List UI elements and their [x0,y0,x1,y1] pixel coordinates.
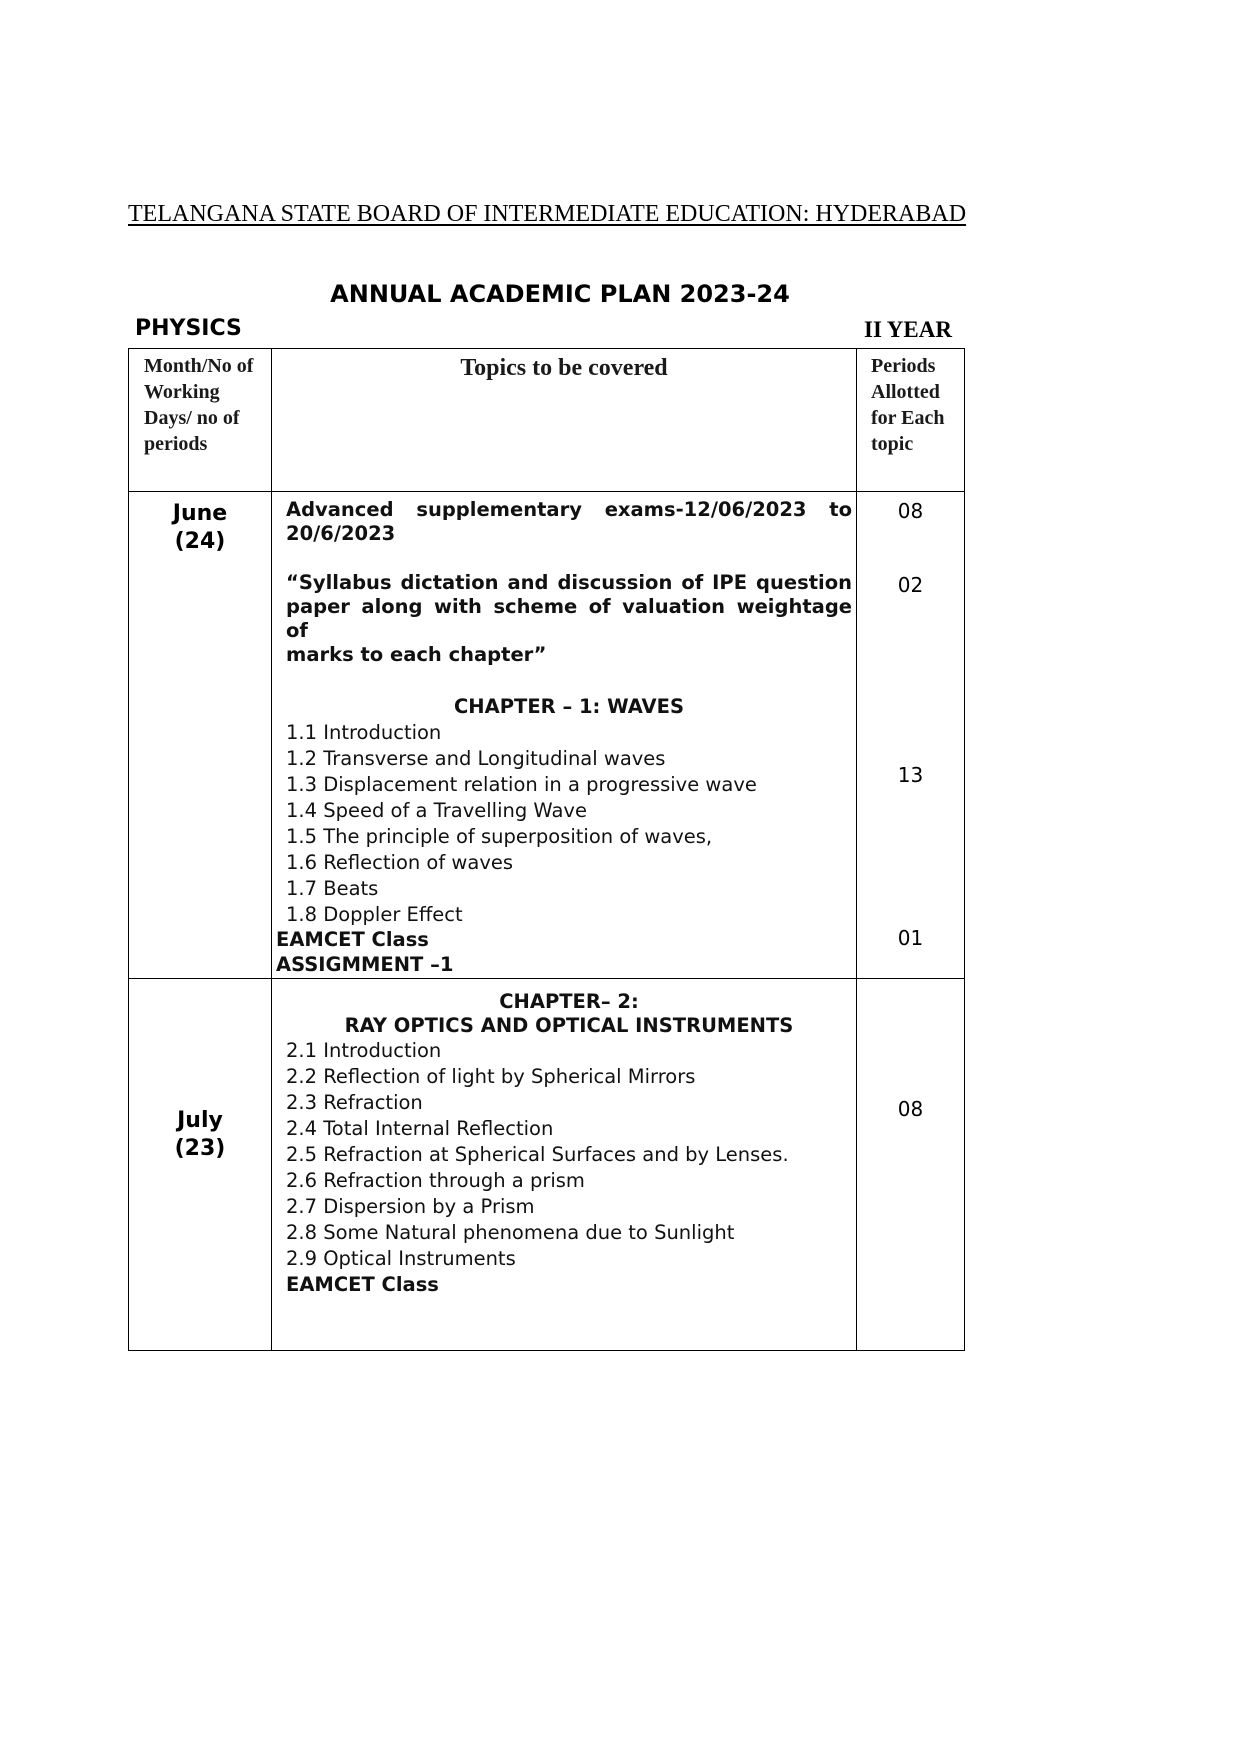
table-row-july [129,979,965,1351]
month-header-line: Working [144,381,220,403]
topic-item: 1.3 Displacement relation in a progressive wave [286,773,757,796]
topic-item: 2.7 Dispersion by a Prism [286,1195,535,1218]
exam-periods: 08 [897,499,924,523]
july-topics-cell [272,979,857,1351]
exam-line: 20/6/2023 [286,522,396,545]
year-label: II YEAR [864,317,952,342]
chapter-periods: 13 [897,763,924,787]
periods-header-line: Allotted [871,381,940,403]
topic-item: 2.1 Introduction [286,1039,442,1062]
topic-item: 2.8 Some Natural phenomena due to Sunlight [286,1221,735,1244]
topic-item: 1.1 Introduction [286,721,442,744]
month-header-line: Month/No of [144,355,254,377]
chapter-heading: RAY OPTICS AND OPTICAL INSTRUMENTS [344,1014,794,1037]
topic-item: 1.8 Doppler Effect [286,903,463,926]
table-row-june [129,492,965,979]
exam-line: Advanced supplementary exams-12/06/2023 to [286,498,852,521]
topic-item: 1.2 Transverse and Longitudinal waves [286,747,666,770]
plan-title: ANNUAL ACADEMIC PLAN 2023-24 [330,280,790,308]
periods-header-line: topic [871,433,914,455]
month-header-line: periods [144,433,208,455]
topic-item: 1.5 The principle of superposition of waves, [286,825,713,848]
eamcet-class: EAMCET Class [276,928,429,951]
assignment-periods: 01 [897,926,924,950]
topic-item: 1.7 Beats [286,877,379,900]
syllabus-line: marks to each chapter” [286,643,547,666]
month-column-header [129,349,272,492]
chapter-periods: 08 [897,1097,924,1121]
syllabus-line: “Syllabus dictation and discussion of IPE question [286,571,852,594]
syllabus-periods: 02 [897,573,924,597]
subject-label: PHYSICS [135,316,242,341]
table-header-row [129,349,965,492]
topic-item: 2.3 Refraction [286,1091,423,1114]
topic-item: 2.9 Optical Instruments [286,1247,516,1270]
june-periods-cell [857,492,965,979]
topic-item: 2.5 Refraction at Spherical Surfaces and by Lenses. [286,1143,789,1166]
month-name: June [172,501,228,526]
assignment-label: ASSIGMMENT –1 [276,953,454,976]
topic-item: 2.4 Total Internal Reflection [286,1117,554,1140]
eamcet-class: EAMCET Class [286,1273,439,1296]
chapter-title: CHAPTER – 1: WAVES [454,695,684,718]
periods-header-line: Periods [871,355,936,377]
topic-item: 2.2 Reflection of light by Spherical Mirrors [286,1065,696,1088]
june-month-cell [129,492,272,979]
july-periods-cell [857,979,965,1351]
month-name: July [177,1107,223,1133]
july-month-cell [129,979,272,1351]
working-days: (23) [174,1135,226,1161]
month-header-line: Days/ no of [144,407,240,429]
periods-header-line: for Each [871,407,945,429]
board-title: TELANGANA STATE BOARD OF INTERMEDIATE EDUCATION: HYDERABAD [128,201,967,227]
topic-item: 1.6 Reflection of waves [286,851,514,874]
academic-plan-table [128,348,965,1351]
topic-item: 2.6 Refraction through a prism [286,1169,585,1192]
syllabus-line: paper along with scheme of valuation weightage of [286,595,852,642]
chapter-heading: CHAPTER– 2: [499,990,639,1013]
june-topics-cell [272,492,857,979]
topic-item: 1.4 Speed of a Travelling Wave [286,799,587,822]
topics-column-header: Topics to be covered [272,349,857,492]
working-days: (24) [174,529,226,554]
periods-column-header [857,349,965,492]
